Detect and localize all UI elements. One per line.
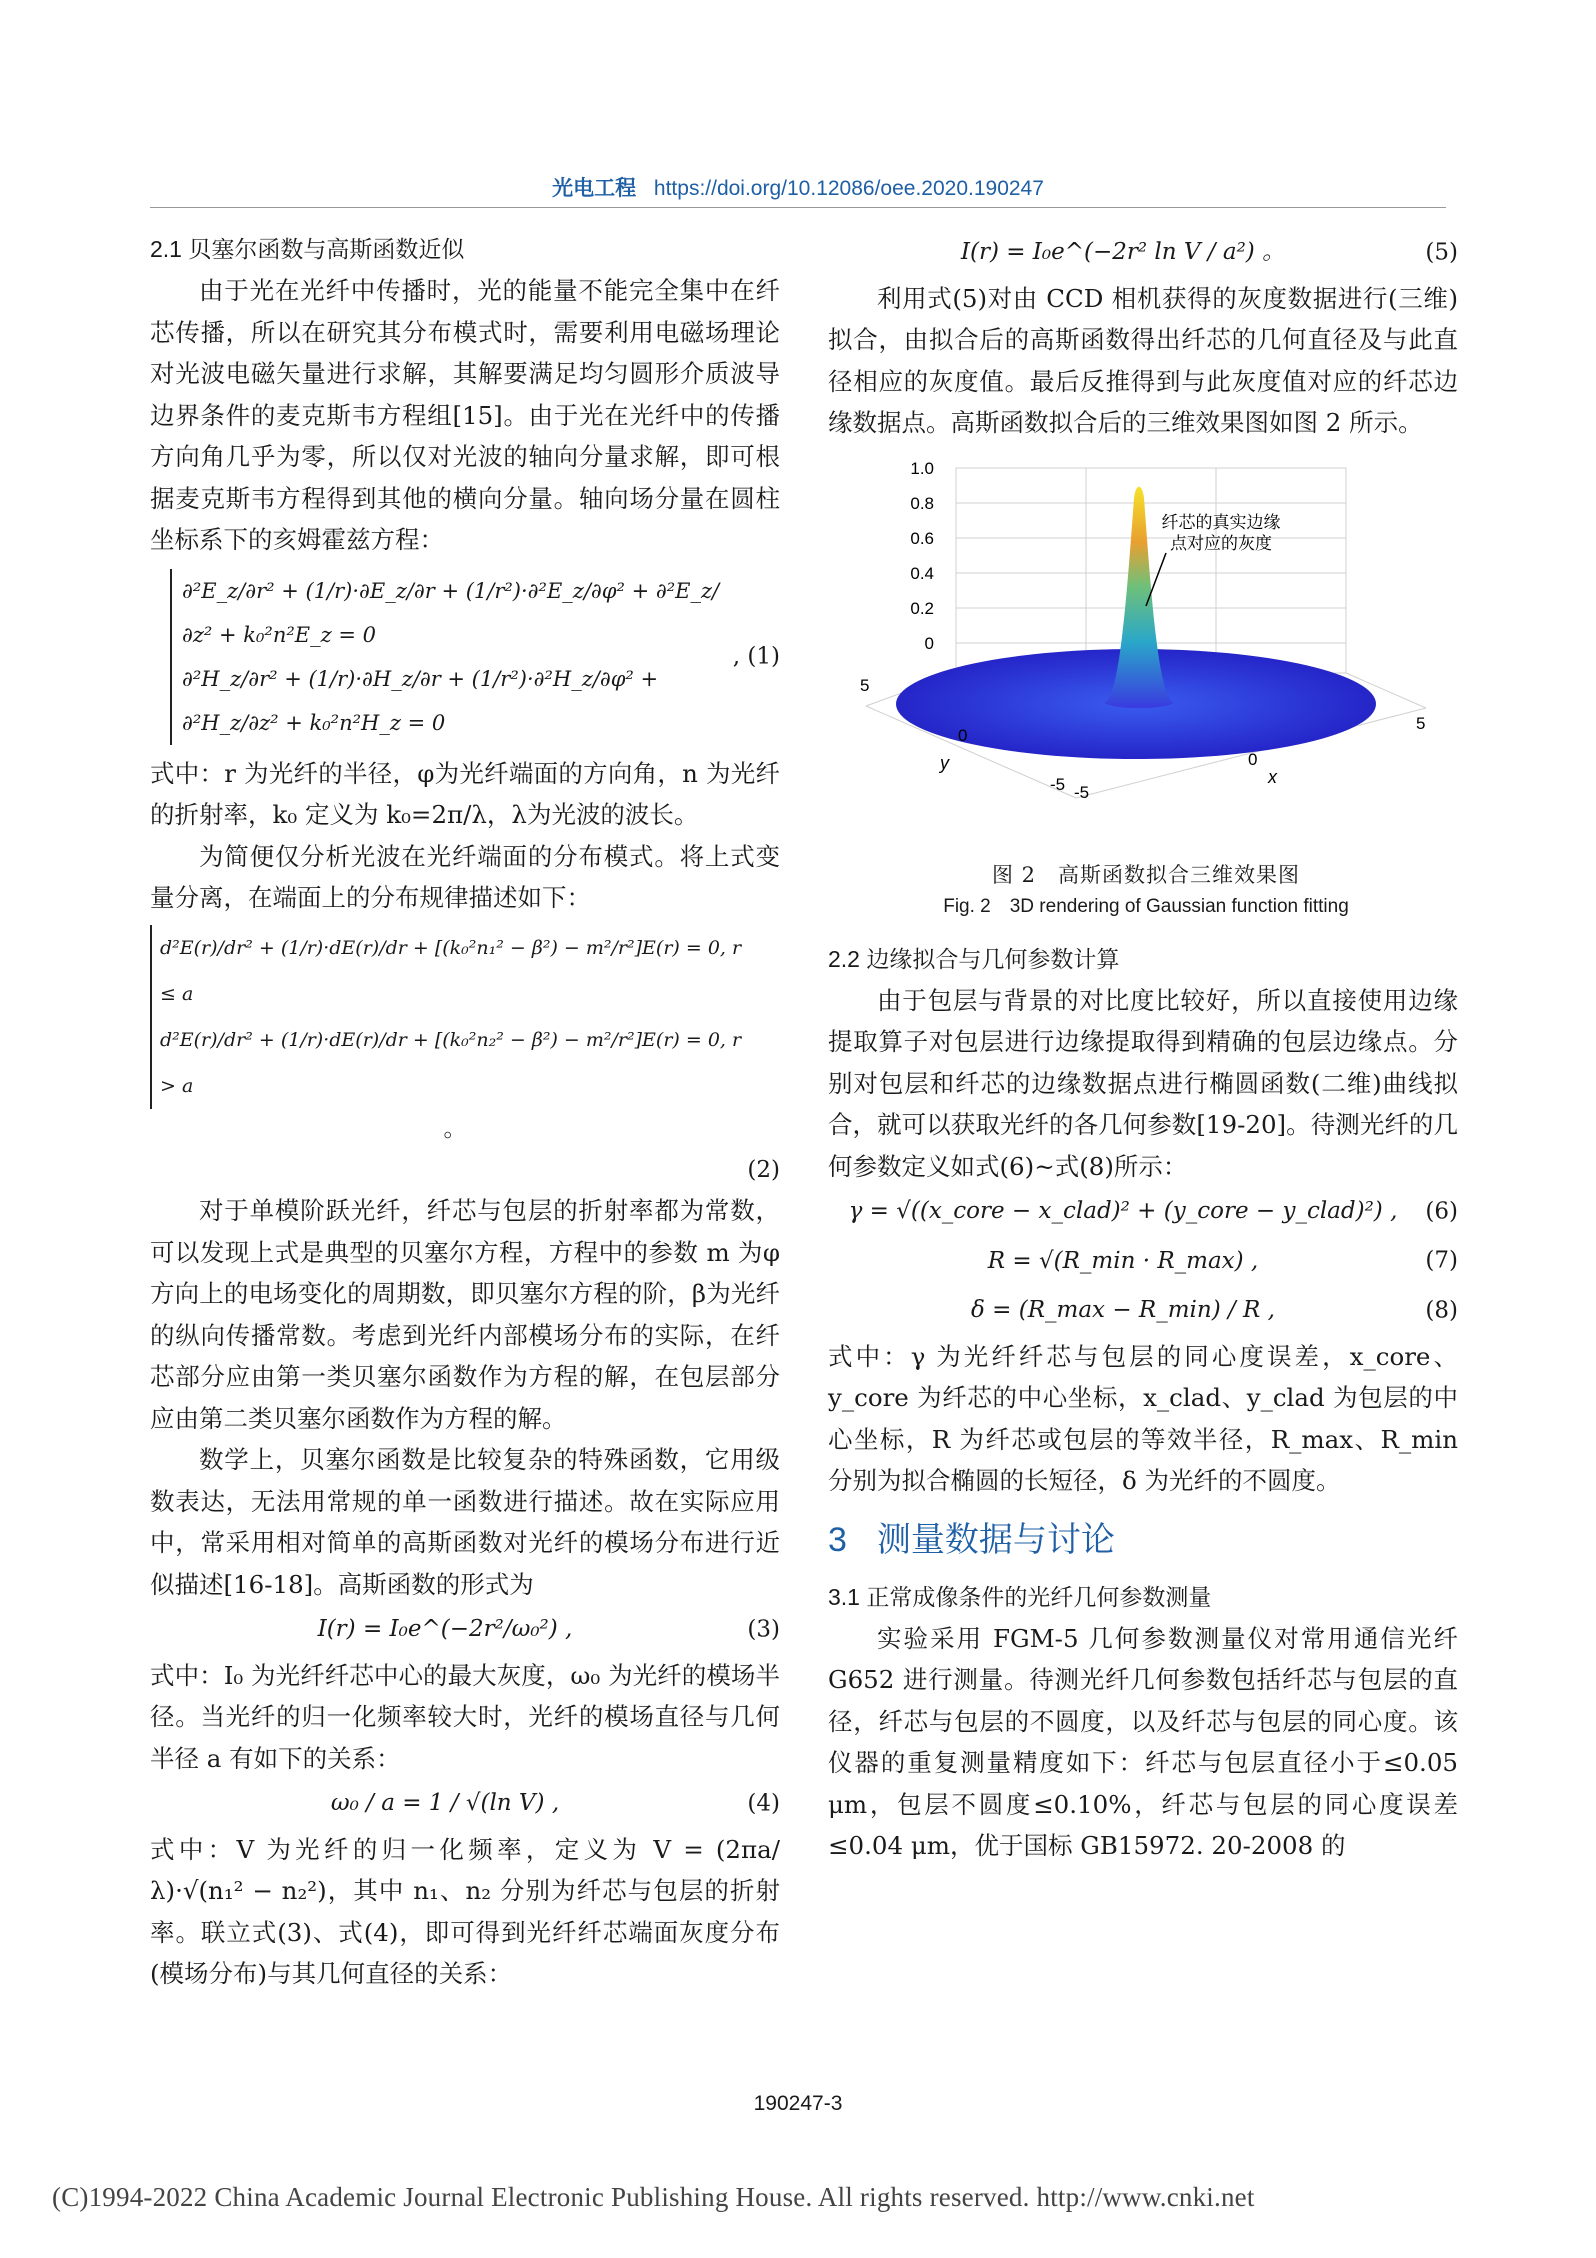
section-3-title: 测量数据与讨论 bbox=[876, 1520, 1115, 1559]
equation-number: (4) bbox=[747, 1790, 780, 1816]
figure-caption-en: Fig. 2 3D rendering of Gaussian function fitting bbox=[943, 895, 1349, 917]
equation-2-tail: 。 bbox=[443, 1115, 467, 1142]
svg-text:1.0: 1.0 bbox=[910, 458, 934, 478]
journal-name: 光电工程 bbox=[552, 177, 637, 200]
svg-text:0.4: 0.4 bbox=[910, 563, 934, 583]
equation-number: (8) bbox=[1425, 1297, 1458, 1323]
x-axis-label: x bbox=[1268, 766, 1277, 787]
section-2-2-heading: 2.2 边缘拟合与几何参数计算 bbox=[828, 945, 1120, 972]
equation-1 bbox=[150, 561, 780, 753]
svg-text:-5: -5 bbox=[1050, 774, 1066, 794]
svg-text:0.2: 0.2 bbox=[910, 598, 934, 618]
figure-caption-zh: 图 2 高斯函数拟合三维效果图 bbox=[991, 862, 1301, 887]
svg-text:5: 5 bbox=[860, 675, 870, 695]
paragraph: 实验采用 FGM-5 几何参数测量仪对常用通信光纤 G652 进行测量。待测光纤几何参数包括纤芯与包层的直径，纤芯与包层的不圆度，以及纤芯与包层的同心度。该仪器的重复测量精度如下：纤芯与包层直径小于≤0.05 μm，包层不圆度≤0.10%，纤芯与包层的同心度误差≤0.04 μm，优于国标 GB15972. 20-2008 的 bbox=[828, 1623, 1458, 1860]
equation-number: (5) bbox=[1425, 239, 1458, 265]
equation-number: , (1) bbox=[732, 642, 780, 669]
svg-text:0.6: 0.6 bbox=[910, 528, 934, 548]
paragraph: 式中：V 为光纤的归一化频率，定义为 V = (2πa/λ)·√(n₁² − n₂²)，其中 n₁、n₂ 分别为纤芯与包层的折射率。联立式(3)、式(4)，即可得到光纤纤芯端面灰度分布(模场分布)与其几何直径的关系： bbox=[150, 1834, 780, 1988]
equation-number: (2) bbox=[747, 1157, 780, 1183]
paragraph: 式中：r 为光纤的半径，φ为光纤端面的方向角，n 为光纤的折射率，k₀ 定义为 k₀=2π/λ，λ为光波的波长。 bbox=[150, 758, 780, 829]
right-column bbox=[828, 228, 1458, 1867]
svg-text:0: 0 bbox=[958, 725, 968, 745]
equation-2-line-1: d²E(r)/dr² + (1/r)·dE(r)/dr + [(k₀²n₁² − β²) − m²/r²]E(r) = 0, r ≤ a bbox=[160, 936, 742, 1005]
equation-number: (3) bbox=[747, 1616, 780, 1642]
section-2-1-heading: 2.1 贝塞尔函数与高斯函数近似 bbox=[150, 236, 465, 262]
equation-2 bbox=[150, 919, 780, 1151]
equation-4: ω₀ / a = 1 / √(ln V) , (4) bbox=[150, 1779, 780, 1829]
figure-2 bbox=[836, 458, 1456, 922]
copyright-notice: (C)1994-2022 China Academic Journal Electronic Publishing House. All rights reserved. http://www.cnki.net bbox=[52, 2182, 1255, 2212]
running-header bbox=[0, 172, 1596, 202]
paragraph: 对于单模阶跃光纤，纤芯与包层的折射率都为常数，可以发现上式是典型的贝塞尔方程，方程中的参数 m 为φ方向上的电场变化的周期数，即贝塞尔方程的阶，β为光纤的纵向传播常数。考虑到光纤内部模场分布的实际，在纤芯部分应由第一类贝塞尔函数作为方程的解，在包层部分应由第二类贝塞尔函数作为方程的解。 bbox=[150, 1196, 780, 1433]
equation-1-line-2: ∂²H_z/∂r² + (1/r)·∂H_z/∂r + (1/r²)·∂²H_z/∂φ² + ∂²H_z/∂z² + k₀²n²H_z = 0 bbox=[182, 666, 659, 735]
page-number: 190247-3 bbox=[753, 2092, 843, 2115]
equation-number: (7) bbox=[1425, 1247, 1458, 1274]
section-3-1-heading: 3.1 正常成像条件的光纤几何参数测量 bbox=[828, 1583, 1212, 1610]
equation-number: (6) bbox=[1425, 1198, 1458, 1224]
annotation-line-2: 点对应的灰度 bbox=[1170, 533, 1272, 553]
annotation-line-1: 纤芯的真实边缘 bbox=[1161, 512, 1281, 532]
y-axis-label: y bbox=[940, 752, 949, 773]
z-axis-ticks bbox=[910, 459, 934, 653]
svg-text:0.8: 0.8 bbox=[910, 493, 934, 513]
paragraph: 由于包层与背景的对比度比较好，所以直接使用边缘提取算子对包层进行边缘提取得到精确的包层边缘点。分别对包层和纤芯的边缘数据点进行椭圆函数(二维)曲线拟合，就可以获取光纤的各几何参数[19-20]。待测光纤的几何参数定义如式(6)~式(8)所示： bbox=[828, 985, 1458, 1181]
equation-8: δ = (R_max − R_min) / R , (8) bbox=[828, 1286, 1458, 1336]
svg-text:-5: -5 bbox=[1074, 782, 1090, 802]
svg-text:0: 0 bbox=[1248, 749, 1258, 769]
equation-5: I(r) = I₀e^(−2r² ln V / a²) 。 (5) bbox=[828, 228, 1458, 278]
equation-2-line-2: d²E(r)/dr² + (1/r)·dE(r)/dr + [(k₀²n₂² − β²) − m²/r²]E(r) = 0, r > a bbox=[160, 1028, 742, 1097]
header-divider bbox=[150, 207, 1446, 208]
svg-text:0: 0 bbox=[924, 633, 934, 653]
paragraph: 由于光在光纤中传播时，光的能量不能完全集中在纤芯传播，所以在研究其分布模式时，需要利用电磁场理论对光波电磁矢量进行求解，其解要满足均匀圆形介质波导边界条件的麦克斯韦方程组[15]。由于光在光纤中的传播方向角几乎为零，所以仅对光波的轴向分量求解，即可根据麦克斯韦方程得到其他的横向分量。轴向场分量在圆柱坐标系下的亥姆霍兹方程： bbox=[150, 276, 780, 554]
paragraph: 为简便仅分析光波在光纤端面的分布模式。将上式变量分离，在端面上的分布规律描述如下： bbox=[150, 841, 780, 912]
paragraph: 数学上，贝塞尔函数是比较复杂的特殊函数，它用级数表达，无法用常规的单一函数进行描述。故在实际应用中，常采用相对简单的高斯函数对光纤的模场分布进行近似描述[16-18]。高斯函数的形式为 bbox=[150, 1445, 780, 1599]
paragraph: 利用式(5)对由 CCD 相机获得的灰度数据进行(三维)拟合，由拟合后的高斯函数得出纤芯的几何直径及与此直径相应的灰度值。最后反推得到与此灰度值对应的纤芯边缘数据点。高斯函数拟合后的三维效果图如图 2 所示。 bbox=[828, 283, 1458, 437]
doi-link[interactable]: https://doi.org/10.12086/oee.2020.190247 bbox=[653, 177, 1044, 200]
equation-1-line-1: ∂²E_z/∂r² + (1/r)·∂E_z/∂r + (1/r²)·∂²E_z/∂φ² + ∂²E_z/∂z² + k₀²n²E_z = 0 bbox=[182, 578, 720, 647]
gaussian-3d-plot bbox=[836, 458, 1456, 848]
equation-7: R = √(R_min · R_max) , (7) bbox=[828, 1237, 1458, 1287]
paragraph: 式中：γ 为光纤纤芯与包层的同心度误差，x_core、y_core 为纤芯的中心坐标，x_clad、y_clad 为包层的中心坐标，R 为纤芯或包层的等效半径，R_max、R_min 分别为拟合椭圆的长短径，δ 为光纤的不圆度。 bbox=[828, 1341, 1458, 1495]
equation-3: I(r) = I₀e^(−2r²/ω₀²) , (3) bbox=[150, 1605, 780, 1655]
section-3-number: 3 bbox=[828, 1520, 847, 1559]
left-column bbox=[150, 228, 780, 1995]
section-3-heading bbox=[828, 1510, 1458, 1570]
paragraph: 式中：I₀ 为光纤纤芯中心的最大灰度，ω₀ 为光纤的模场半径。当光纤的归一化频率较大时，光纤的模场直径与几何半径 a 有如下的关系： bbox=[150, 1660, 780, 1773]
equation-6: γ = √((x_core − x_clad)² + (y_core − y_clad)²) , (6) bbox=[828, 1187, 1458, 1237]
svg-text:5: 5 bbox=[1416, 713, 1426, 733]
